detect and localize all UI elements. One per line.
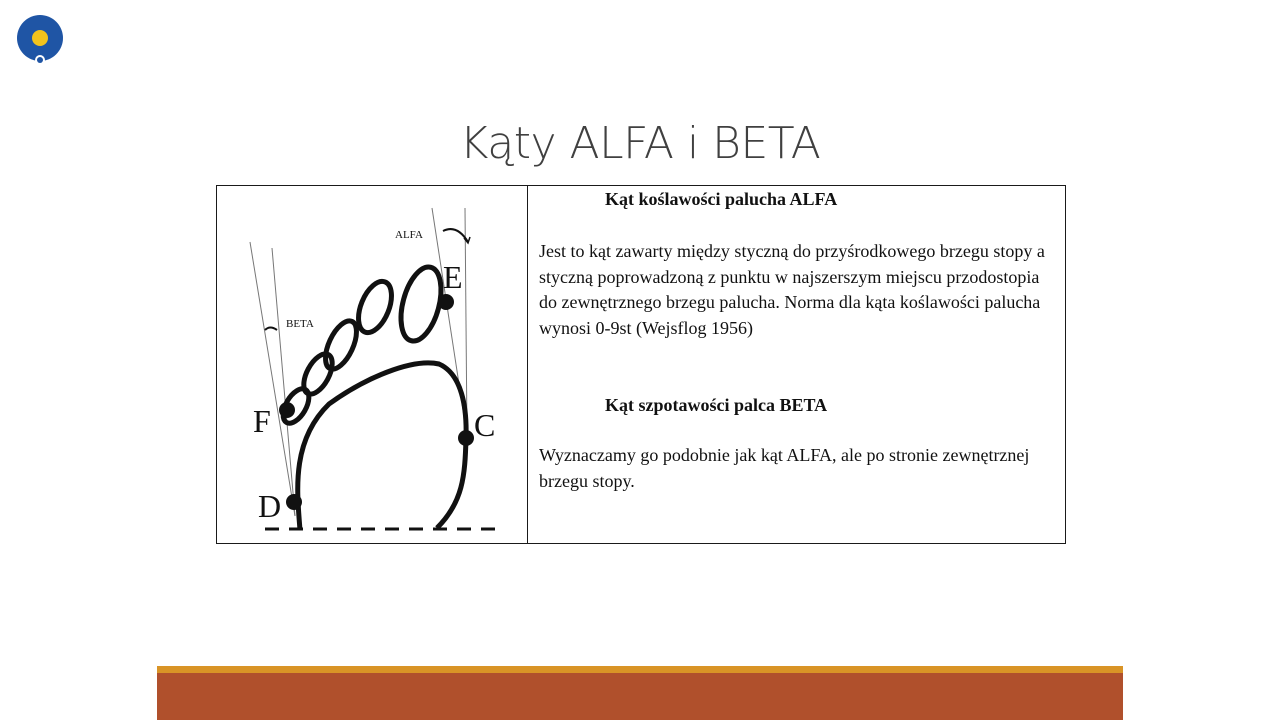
foot-diagram [217,186,528,543]
beta-description: Wyznaczamy go podobnie jak kąt ALFA, ale po stronie zewnętrznej brzegu stopy. [539,445,1030,491]
point-e [438,294,454,310]
label-c: C [474,407,496,443]
point-c [458,430,474,446]
toe-third [319,316,363,373]
figure-panel [216,185,1066,544]
footer-accent-line [157,666,1123,673]
page-title: Kąty ALFA i BETA [459,118,821,169]
point-f [279,402,295,418]
alfa-description: Jest to kąt zawarty między styczną do przyśrodkowego brzegu stopy a styczną poprowadzoną z punktu w najszerszym miejscu przodostopia do zewnętrznego brzegu palucha. Norma dla kąta koślawości palucha wynosi 0-9st (Wejsflog 1956) [539,241,1045,338]
label-e: E [443,259,463,295]
footer-bar [157,666,1123,720]
tangent-line-medial-outer [250,242,295,516]
description-panel [528,186,1065,543]
angle-alfa-arc [443,229,468,242]
angle-alfa-label: ALFA [395,229,423,241]
toe-second [352,277,398,338]
tangent-line-medial-inner [272,248,295,516]
alfa-heading: Kąt koślawości palucha ALFA [605,189,838,209]
label-d: D [258,488,282,524]
point-d [286,494,302,510]
beta-heading: Kąt szpotawości palca BETA [605,395,828,415]
angle-beta-label: BETA [286,318,314,330]
angle-beta-arc [265,328,277,331]
label-f: F [253,403,271,439]
logo-icon [16,14,66,68]
